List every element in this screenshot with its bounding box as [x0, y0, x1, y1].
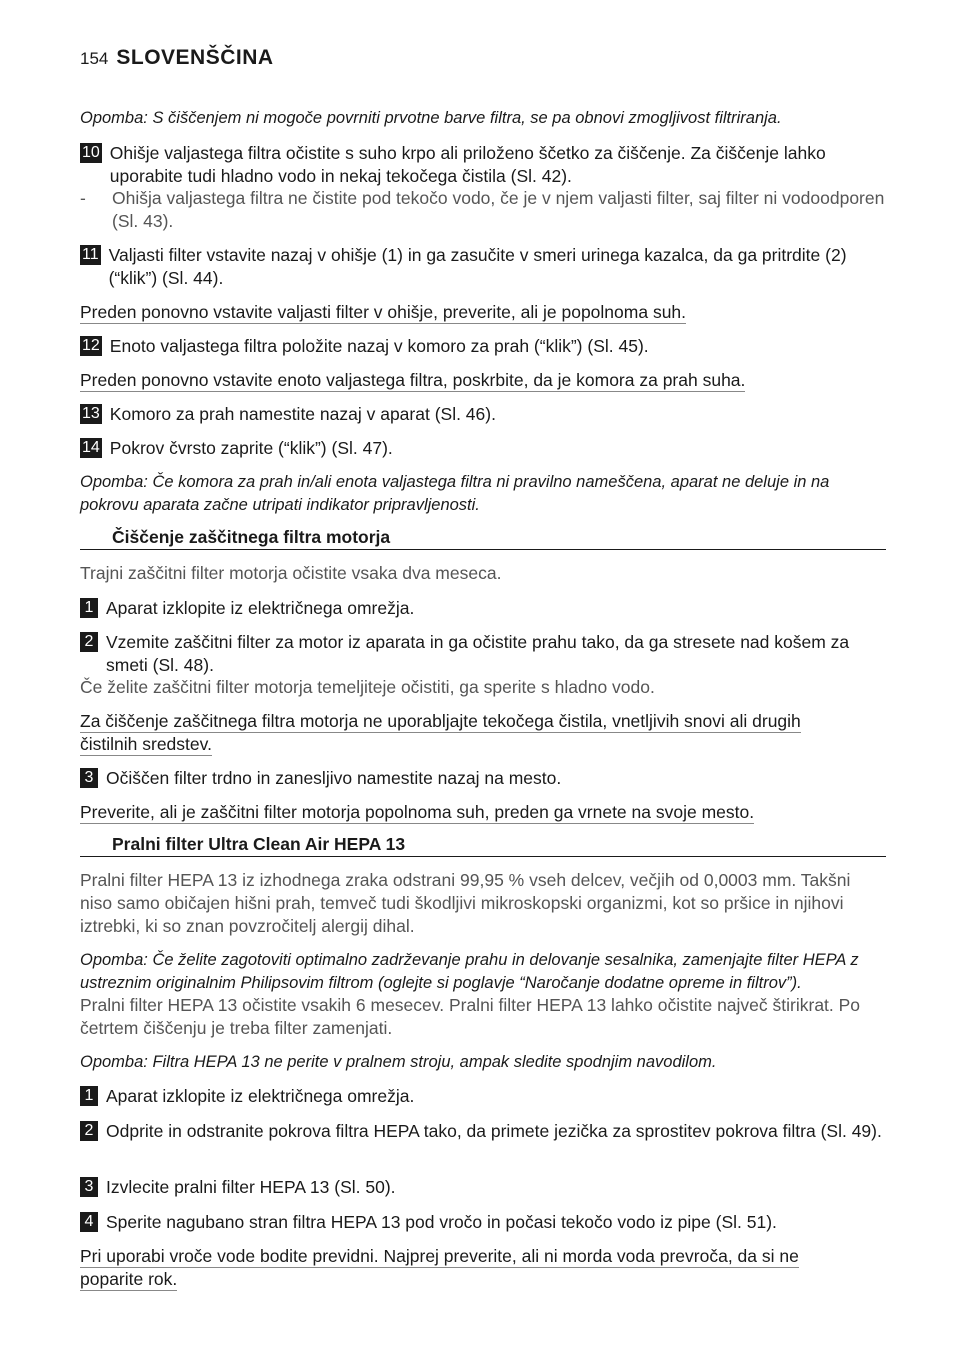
intro-hepa: Pralni filter HEPA 13 iz izhodnega zraka odstrani 99,95 % vseh delcev, večjih od 0,0003 mm. Takšni niso samo običajen hišni prah, temveč tudi škodljivi mikroskopski organizmi, kot so pršice in njihovi iztrebki, ki so znan povzročitelj alergij dihal. — [80, 870, 851, 936]
step-text: Aparat izklopite iz električnega omrežja. — [106, 1086, 415, 1106]
warning-no-detergent: Za čiščenje zaščitnega filtra motorja ne uporabljajte tekočega čistila, vnetljivih snovi ali drugih čistilnih sredstev. — [80, 711, 801, 754]
bullet-dash: - — [80, 188, 86, 208]
step-number: 1 — [80, 598, 98, 618]
step-text: Ohišje valjastega filtra očistite s suho krpo ali priloženo ščetko za čiščenje. Za čiščenje lahko uporabite tudi hladno vodo in nekaj tekočega čistila (Sl. 42). — [109, 143, 826, 186]
step-text: Odprite in odstranite pokrova filtra HEPA tako, da primete jezička za sprostitev pokrova filtra (Sl. 49). — [106, 1121, 882, 1141]
note-color-restore: Opomba: S čiščenjem ni mogoče povrniti prvotne barve filtra, se pa obnovi zmogljivost filtriranja. — [80, 109, 782, 127]
page-header — [80, 46, 274, 74]
step-number: 1 — [80, 1086, 98, 1106]
motor-step-2 — [80, 631, 886, 677]
hepa-step-1 — [80, 1085, 886, 1108]
note-no-washing-machine: Opomba: Filtra HEPA 13 ne perite v pralnem stroju, ampak sledite spodnjim navodilom. — [80, 1053, 717, 1071]
step-number: 3 — [80, 768, 98, 788]
step-text: Aparat izklopite iz električnega omrežja. — [106, 598, 415, 618]
step-text: Komoro za prah namestite nazaj v aparat (Sl. 46). — [109, 404, 496, 424]
motor-step-3 — [80, 767, 886, 790]
motor-step-1 — [80, 597, 886, 620]
step-number: 14 — [82, 439, 100, 456]
warning-dry-filter: Preden ponovno vstavite valjasti filter v ohišje, preverite, ali je popolnoma suh. — [80, 302, 687, 322]
hepa-step-2 — [80, 1120, 886, 1143]
step-number: 3 — [80, 1177, 98, 1197]
page-number: 154 — [80, 49, 109, 68]
step-number: 4 — [80, 1212, 98, 1232]
step-13 — [80, 403, 886, 426]
step-11 — [80, 244, 886, 290]
step-text: Izvlecite pralni filter HEPA 13 (Sl. 50). — [106, 1177, 396, 1197]
step-number: 13 — [82, 405, 100, 422]
warning-dry-chamber: Preden ponovno vstavite enoto valjastega filtra, poskrbite, da je komora za prah suha. — [80, 370, 746, 390]
language-title: SLOVENŠČINA — [116, 46, 274, 69]
section-title-motor-filter: Čiščenje zaščitnega filtra motorja — [80, 527, 886, 550]
step-text: Očiščen filter trdno in zanesljivo namestite nazaj na mesto. — [106, 768, 562, 788]
section-title-hepa: Pralni filter Ultra Clean Air HEPA 13 — [80, 834, 886, 857]
step-text: Vzemite zaščitni filter za motor iz aparata in ga očistite prahu tako, da ga stresete nad košem za smeti (Sl. 48). — [106, 632, 850, 675]
intro-motor-filter: Trajni zaščitni filter motorja očistite vsaka dva meseca. — [80, 563, 502, 583]
step-number: 10 — [82, 144, 100, 161]
step-number: 2 — [80, 1121, 98, 1141]
step-text: Enoto valjastega filtra položite nazaj v komoro za prah (“klik”) (Sl. 45). — [109, 336, 649, 356]
step-number: 2 — [80, 632, 98, 652]
note-original-filter: Opomba: Če želite zagotoviti optimalno zadrževanje prahu in delovanje sesalnika, zamenjajte filter HEPA z ustreznim originalnim Philipsovim filtrom (oglejte si poglavje “Naročanje dodatne opreme in filtrov”). — [80, 951, 859, 992]
hepa-step-3 — [80, 1176, 886, 1199]
step-text: Valjasti filter vstavite nazaj v ohišje (1) in ga zasučite v smeri urinega kazalca, da ga pritrdite (2) (“klik”) (Sl. 44). — [108, 245, 847, 288]
step-12 — [80, 335, 886, 358]
hepa-step-4 — [80, 1211, 886, 1234]
hepa-cleaning-frequency: Pralni filter HEPA 13 očistite vsakih 6 mesecev. Pralni filter HEPA 13 lahko očistite največ štirikrat. Po četrtem čiščenju je treba filter zamenjati. — [80, 995, 861, 1038]
warning-hot-water: Pri uporabi vroče vode bodite previdni. Najprej preverite, ali ni morda voda prevroča, da si ne poparite rok. — [80, 1246, 799, 1289]
bullet-text: Ohišja valjastega filtra ne čistite pod tekočo vodo, če je v njem valjasti filter, saj filter ni vodoodporen (Sl. 43). — [112, 188, 885, 231]
step-10 — [80, 142, 886, 188]
motor-step-2-extra: Če želite zaščitni filter motorja temeljiteje očistiti, ga sperite s hladno vodo. — [80, 677, 655, 697]
step-text: Pokrov čvrsto zaprite (“klik”) (Sl. 47). — [109, 438, 393, 458]
warning-motor-dry: Preverite, ali je zaščitni filter motorja popolnoma suh, preden ga vrnete na svoje mesto. — [80, 802, 755, 822]
step-number: 12 — [82, 337, 100, 354]
note-indicator: Opomba: Če komora za prah in/ali enota valjastega filtra ni pravilno nameščena, aparat ne deluje in na pokrovu aparata začne utripati indikator pripravljenosti. — [80, 473, 830, 514]
step-number: 11 — [82, 246, 99, 263]
bullet-no-water — [80, 187, 886, 233]
step-14 — [80, 437, 886, 460]
step-text: Sperite nagubano stran filtra HEPA 13 pod vročo in počasi tekočo vodo iz pipe (Sl. 51). — [106, 1212, 777, 1232]
